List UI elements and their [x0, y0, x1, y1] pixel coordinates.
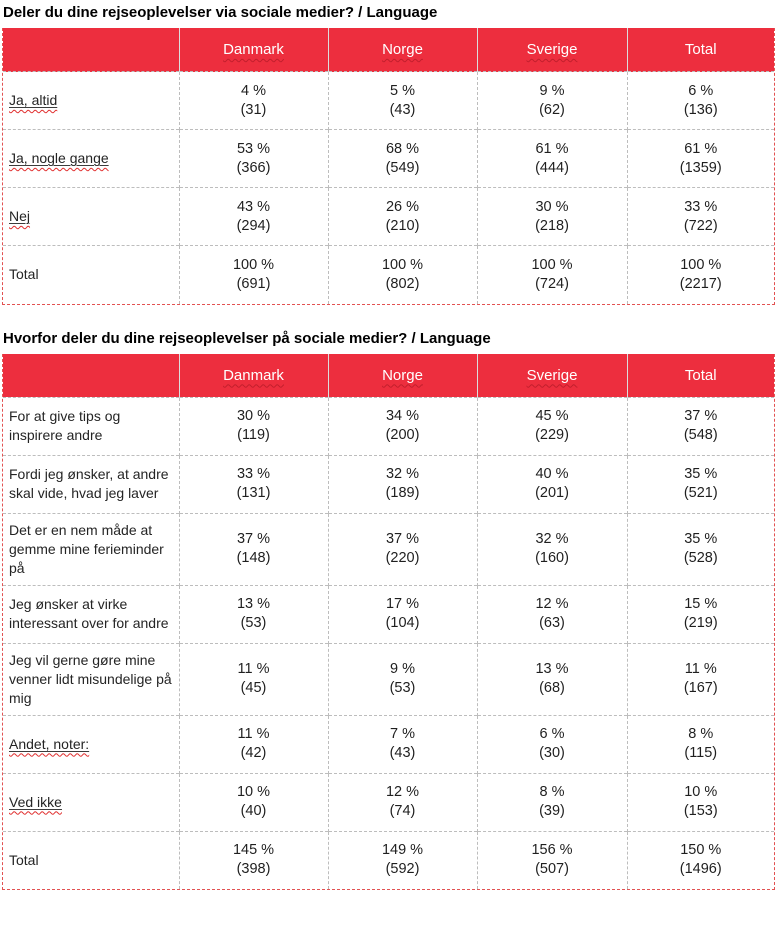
column-header-label: Sverige — [526, 41, 578, 58]
percentage-value: 13 % — [236, 596, 271, 612]
count-value: (549) — [385, 159, 420, 176]
table-row — [3, 130, 774, 188]
count-value: (115) — [684, 745, 718, 761]
value-cell — [328, 188, 477, 246]
count-value: (444) — [535, 159, 569, 176]
count-value: (398) — [236, 861, 271, 878]
count-value: (74) — [389, 803, 416, 819]
percentage-value: 68 % — [385, 140, 420, 157]
count-value: (691) — [236, 275, 271, 292]
count-value: (592) — [385, 861, 420, 878]
row-label-cell — [3, 513, 179, 585]
value-cell — [179, 188, 328, 246]
value-cell — [179, 831, 328, 889]
percentage-value: 37 % — [385, 531, 420, 547]
value-cell — [627, 773, 774, 831]
row-label: Jeg ønsker at virke interessant over for andre — [9, 596, 169, 631]
value-cell — [627, 831, 774, 889]
row-label-wrap — [9, 92, 57, 108]
count-value: (153) — [683, 803, 718, 819]
row-label-wrap — [9, 736, 89, 752]
percentage-value: 35 % — [684, 466, 718, 482]
percentage-value: 34 % — [385, 408, 420, 424]
value-cell — [627, 513, 774, 585]
percentage-value: 33 % — [684, 198, 718, 215]
count-value: (45) — [240, 680, 267, 696]
column-header — [179, 28, 328, 72]
row-label-wrap — [9, 408, 120, 443]
value-cell — [477, 585, 627, 643]
row-label-wrap — [9, 794, 62, 810]
count-value: (43) — [389, 101, 416, 118]
value-cell — [179, 715, 328, 773]
corner-cell — [3, 28, 179, 72]
value-cell — [627, 585, 774, 643]
count-value: (42) — [240, 745, 267, 761]
value-cell — [627, 455, 774, 513]
percentage-value: 11 % — [684, 661, 717, 677]
table-title: Deler du dine rejseoplevelser via sociale medier? / Language — [3, 4, 438, 21]
count-value: (2217) — [679, 275, 722, 292]
column-header-label: Norge — [382, 366, 423, 384]
column-header-label: Danmark — [223, 41, 284, 58]
value-cell — [328, 513, 477, 585]
count-value: (189) — [385, 485, 420, 501]
value-cell — [477, 130, 627, 188]
row-label-cell — [3, 831, 179, 889]
row-label-wrap — [9, 596, 169, 631]
row-label: Total — [9, 851, 39, 868]
row-label-wrap — [9, 208, 30, 224]
value-cell — [328, 72, 477, 130]
value-cell — [328, 455, 477, 513]
column-header — [627, 28, 774, 72]
percentage-value: 8 % — [688, 726, 714, 742]
percentage-value: 11 % — [237, 661, 270, 677]
percentage-value: 9 % — [539, 82, 565, 99]
value-cell — [328, 585, 477, 643]
percentage-value: 100 % — [531, 256, 573, 273]
percentage-value: 32 % — [385, 466, 420, 482]
percentage-value: 100 % — [381, 256, 424, 273]
count-value: (1496) — [679, 861, 722, 878]
value-cell — [627, 715, 774, 773]
row-label: Ja, nogle gange — [9, 150, 109, 166]
table-row — [3, 246, 774, 304]
percentage-value: 10 % — [236, 784, 271, 800]
table-row — [3, 585, 774, 643]
row-label-cell — [3, 246, 179, 304]
value-cell — [627, 72, 774, 130]
count-value: (30) — [539, 745, 565, 761]
percentage-value: 17 % — [385, 596, 420, 612]
value-cell — [627, 246, 774, 304]
count-value: (722) — [683, 217, 718, 234]
count-value: (43) — [389, 745, 416, 761]
row-label: Ved ikke — [9, 793, 62, 810]
table-section — [2, 329, 775, 891]
count-value: (119) — [237, 427, 270, 443]
count-value: (507) — [535, 861, 569, 878]
value-cell — [627, 130, 774, 188]
count-value: (802) — [385, 275, 420, 292]
value-cell — [328, 773, 477, 831]
column-header-label: Total — [684, 366, 717, 384]
percentage-value: 6 % — [688, 82, 714, 99]
survey-report — [0, 3, 778, 890]
value-cell — [328, 130, 477, 188]
table-body — [3, 397, 774, 889]
value-cell — [627, 643, 774, 715]
column-header — [477, 354, 627, 398]
percentage-value: 37 % — [236, 531, 271, 547]
percentage-value: 40 % — [535, 466, 569, 482]
table-row — [3, 397, 774, 455]
header-row — [3, 354, 774, 398]
row-label: Jeg vil gerne gøre mine venner lidt misundelige på mig — [9, 651, 172, 706]
column-header-label: Sverige — [526, 366, 578, 384]
percentage-value: 4 % — [241, 82, 266, 99]
column-header-label: Norge — [382, 41, 423, 58]
count-value: (294) — [236, 217, 271, 234]
count-value: (366) — [236, 159, 271, 176]
count-value: (220) — [385, 550, 420, 566]
percentage-value: 149 % — [381, 842, 424, 859]
percentage-value: 9 % — [390, 661, 415, 677]
row-label-cell — [3, 130, 179, 188]
percentage-value: 15 % — [684, 596, 718, 612]
count-value: (104) — [385, 615, 420, 631]
table-row — [3, 72, 774, 130]
header-row — [3, 28, 774, 72]
data-table — [3, 28, 774, 304]
row-label: Fordi jeg ønsker, at andre skal vide, hvad jeg laver — [9, 466, 169, 501]
percentage-value: 53 % — [236, 140, 271, 157]
percentage-value: 12 % — [385, 784, 420, 800]
row-label-wrap — [9, 466, 169, 501]
value-cell — [477, 397, 627, 455]
row-label-cell — [3, 72, 179, 130]
percentage-value: 5 % — [390, 82, 415, 99]
corner-cell — [3, 354, 179, 398]
table-frame — [2, 28, 775, 305]
count-value: (62) — [539, 101, 565, 118]
count-value: (219) — [683, 615, 718, 631]
column-header-label: Danmark — [223, 366, 284, 384]
count-value: (200) — [385, 427, 420, 443]
count-value: (40) — [240, 803, 267, 819]
row-label-cell — [3, 397, 179, 455]
row-label-wrap — [9, 266, 39, 282]
value-cell — [627, 188, 774, 246]
value-cell — [477, 513, 627, 585]
percentage-value: 100 % — [680, 256, 722, 273]
count-value: (136) — [683, 101, 718, 118]
count-value: (131) — [236, 485, 271, 501]
column-header — [328, 354, 477, 398]
row-label-cell — [3, 773, 179, 831]
value-cell — [328, 246, 477, 304]
percentage-value: 12 % — [535, 596, 569, 612]
count-value: (229) — [535, 427, 569, 443]
count-value: (167) — [683, 680, 718, 696]
value-cell — [477, 643, 627, 715]
percentage-value: 61 % — [535, 140, 569, 157]
value-cell — [179, 585, 328, 643]
row-label-cell — [3, 643, 179, 715]
percentage-value: 8 % — [539, 784, 565, 800]
value-cell — [328, 715, 477, 773]
column-header — [328, 28, 477, 72]
percentage-value: 145 % — [232, 842, 275, 859]
count-value: (521) — [683, 485, 718, 501]
row-label-wrap — [9, 652, 172, 706]
percentage-value: 30 % — [236, 408, 271, 424]
table-row — [3, 643, 774, 715]
value-cell — [179, 246, 328, 304]
table-row — [3, 715, 774, 773]
count-value: (39) — [539, 803, 565, 819]
percentage-value: 33 % — [236, 466, 271, 482]
count-value: (160) — [535, 550, 569, 566]
percentage-value: 7 % — [390, 726, 415, 742]
table-title: Hvorfor deler du dine rejseoplevelser på sociale medier? / Language — [3, 329, 491, 347]
percentage-value: 11 % — [237, 726, 270, 742]
value-cell — [477, 455, 627, 513]
count-value: (68) — [539, 680, 565, 696]
value-cell — [477, 72, 627, 130]
row-label-wrap — [9, 852, 39, 868]
count-value: (724) — [535, 275, 569, 292]
value-cell — [477, 246, 627, 304]
percentage-value: 6 % — [539, 726, 565, 742]
count-value: (548) — [683, 427, 718, 443]
value-cell — [627, 397, 774, 455]
value-cell — [179, 513, 328, 585]
count-value: (218) — [535, 217, 569, 234]
table-row — [3, 455, 774, 513]
column-header-label: Total — [684, 41, 717, 58]
value-cell — [477, 188, 627, 246]
value-cell — [328, 397, 477, 455]
percentage-value: 156 % — [531, 842, 573, 859]
row-label: For at give tips og inspirere andre — [9, 408, 121, 443]
count-value: (210) — [385, 217, 420, 234]
percentage-value: 10 % — [684, 784, 718, 800]
value-cell — [179, 397, 328, 455]
row-label-cell — [3, 715, 179, 773]
value-cell — [328, 643, 477, 715]
value-cell — [477, 773, 627, 831]
row-label-wrap — [9, 150, 109, 166]
value-cell — [179, 455, 328, 513]
count-value: (63) — [539, 615, 565, 631]
value-cell — [179, 130, 328, 188]
row-label: Ja, altid — [9, 92, 58, 108]
row-label-cell — [3, 455, 179, 513]
percentage-value: 37 % — [684, 408, 718, 424]
percentage-value: 32 % — [535, 531, 569, 547]
table-row — [3, 831, 774, 889]
count-value: (1359) — [679, 159, 722, 176]
count-value: (53) — [240, 615, 267, 631]
row-label-cell — [3, 585, 179, 643]
data-table — [3, 354, 774, 890]
row-label: Nej — [9, 208, 31, 224]
percentage-value: 43 % — [236, 198, 271, 215]
table-row — [3, 513, 774, 585]
value-cell — [477, 715, 627, 773]
column-header — [477, 28, 627, 72]
value-cell — [179, 72, 328, 130]
column-header — [179, 354, 328, 398]
percentage-value: 30 % — [535, 198, 569, 215]
value-cell — [179, 773, 328, 831]
percentage-value: 26 % — [385, 198, 420, 215]
percentage-value: 45 % — [535, 408, 569, 424]
value-cell — [179, 643, 328, 715]
row-label: Andet, noter: — [9, 735, 90, 752]
row-label-cell — [3, 188, 179, 246]
count-value: (528) — [683, 550, 718, 566]
table-body — [3, 72, 774, 304]
table-row — [3, 773, 774, 831]
row-label: Det er en nem måde at gemme mine ferieminder på — [9, 521, 164, 576]
percentage-value: 150 % — [680, 842, 722, 859]
value-cell — [328, 831, 477, 889]
count-value: (53) — [389, 680, 416, 696]
table-row — [3, 188, 774, 246]
row-label-wrap — [9, 522, 164, 576]
percentage-value: 100 % — [232, 256, 275, 273]
percentage-value: 35 % — [684, 531, 718, 547]
count-value: (148) — [236, 550, 271, 566]
count-value: (31) — [240, 101, 267, 118]
column-header — [627, 354, 774, 398]
percentage-value: 13 % — [535, 661, 569, 677]
table-frame — [2, 354, 775, 891]
row-label: Total — [9, 266, 39, 283]
percentage-value: 61 % — [684, 140, 718, 157]
table-section — [2, 3, 775, 305]
value-cell — [477, 831, 627, 889]
count-value: (201) — [535, 485, 569, 501]
